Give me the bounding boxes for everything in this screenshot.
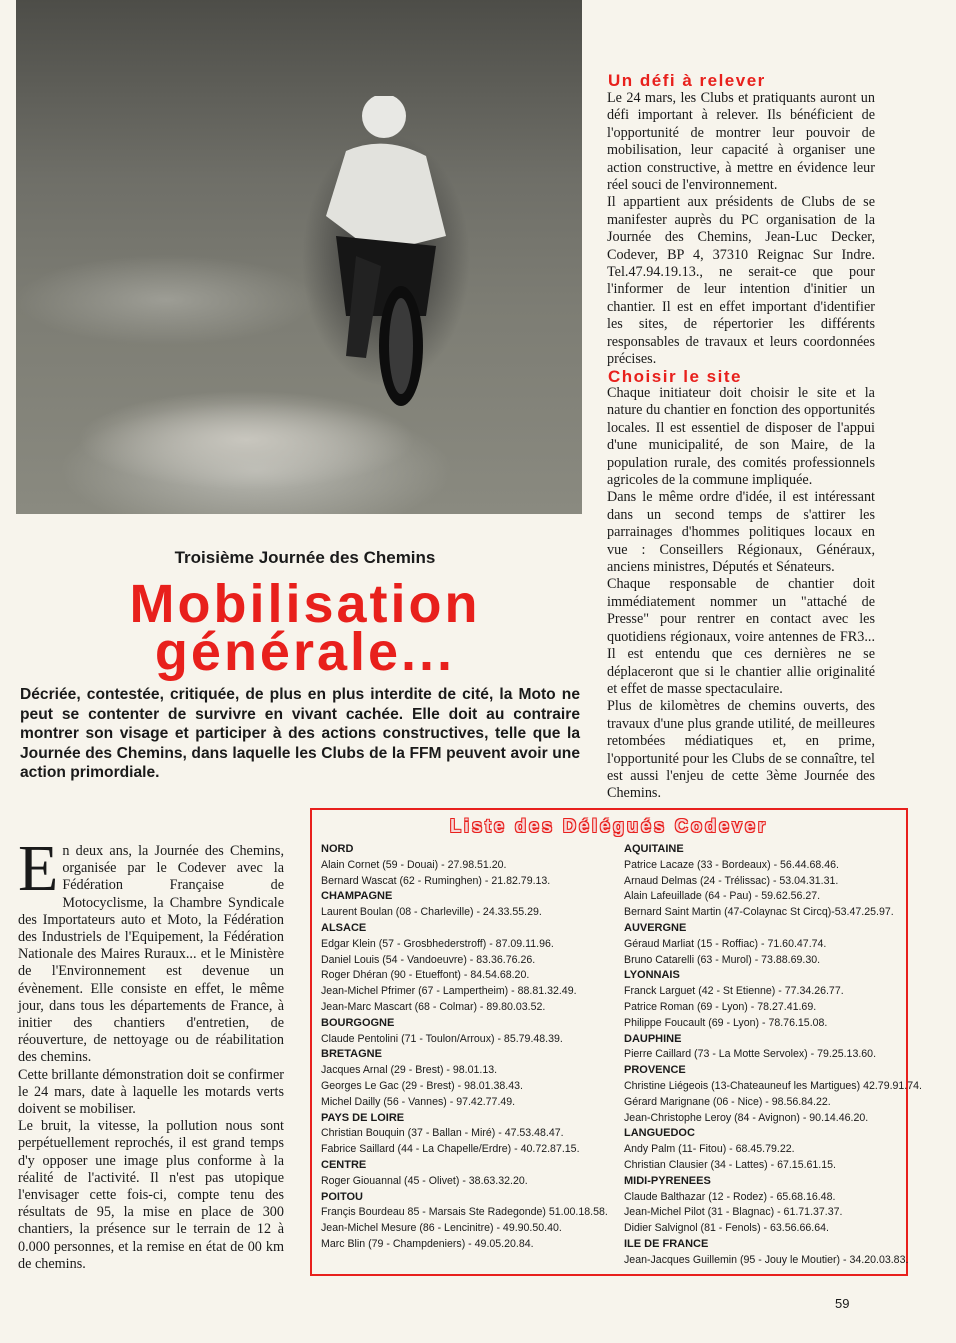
- rider-silhouette: [286, 96, 466, 426]
- delegate-entry: Marc Blin (79 - Champdeniers) - 49.05.20.84.: [321, 1237, 534, 1250]
- kicker: Troisième Journée des Chemins: [174, 548, 436, 567]
- delegate-entry: Patrice Roman (69 - Lyon) - 78.27.41.69.: [624, 1000, 817, 1013]
- region-heading: NORD: [321, 843, 354, 855]
- delegate-entry: Roger Giouannal (45 - Olivet) - 38.63.32.20.: [321, 1174, 528, 1187]
- delegate-entry: Franck Larguet (42 - St Etienne) - 77.34.26.77.: [624, 985, 844, 998]
- lead-paragraph: Décriée, contestée, critiquée, de plus en plus interdite de cité, la Moto ne peut se contenter de survivre en vivant cachée. Elle doit au contraire montrer son visage et participer à des actions constructives, telle que la Journée des Chemins, dans laquelle les Clubs de la FFM peuvent avoir une action primordiale.: [20, 686, 580, 781]
- delegate-entry: Christian Clausier (34 - Lattes) - 67.15.61.15.: [624, 1158, 836, 1171]
- paragraph: Cette brillante démonstration doit se confirmer le 24 mars, date à laquelle les motards verts doivent se mobiliser.: [18, 1066, 284, 1118]
- delegate-entry: Bernard Wascat (62 - Ruminghen) - 21.82.79.13.: [321, 874, 551, 887]
- delegate-entry: Bruno Catarelli (63 - Murol) - 73.88.69.30.: [624, 953, 821, 966]
- delegate-entry: Jean-Marc Mascart (68 - Colmar) - 89.80.03.52.: [321, 1000, 546, 1013]
- delegate-entry: Jean-Jacques Guillemin (95 - Jouy le Moutier) - 34.20.03.83.: [624, 1253, 909, 1266]
- delegate-entry: Patrice Lacaze (33 - Bordeaux) - 56.44.68.46.: [624, 858, 839, 871]
- headline-line-1: Mobilisation: [129, 574, 481, 634]
- paragraph: Plus de kilomètres de chemins ouverts, des travaux d'une plus grande utilité, de meilleures retombées médiatiques et, en prime, l'opportunité pour les Clubs de se connaître, tel est aussi l'enjeu de cette 3ème Journée des Chemins.: [607, 698, 875, 802]
- delegate-entry: Edgar Klein (57 - Grosbhederstroff) - 87.09.11.96.: [321, 937, 554, 950]
- delegate-entry: Alain Lafeuillade (64 - Pau) - 59.62.56.27.: [624, 890, 821, 903]
- delegates-box: [310, 808, 922, 1276]
- delegate-entry: Christine Liégeois (13-Chateauneuf les Martigues) 42.79.91.74.: [624, 1079, 922, 1092]
- page-number: 59: [835, 1296, 850, 1311]
- region-heading: CHAMPAGNE: [321, 890, 393, 903]
- region-heading: ALSACE: [321, 921, 367, 934]
- delegate-entry: Christian Bouquin (37 - Ballan - Miré) - 47.53.48.47.: [321, 1127, 564, 1140]
- delegate-entry: Philippe Foucault (69 - Lyon) - 78.76.15.08.: [624, 1016, 828, 1029]
- region-heading: AUVERGNE: [624, 921, 687, 934]
- delegate-entry: Gérard Marignane (06 - Nice) - 98.56.84.22.: [624, 1095, 831, 1108]
- section-site-body: [607, 385, 875, 803]
- region-heading: MIDI-PYRENEES: [624, 1174, 711, 1187]
- section-defi-body: [607, 90, 875, 369]
- delegate-entry: Alain Cornet (59 - Douai) - 27.98.51.20.: [321, 858, 507, 871]
- drop-cap: E: [18, 832, 59, 905]
- delegate-entry: Jean-Michel Pilot (31 - Blagnac) - 61.71.37.37.: [624, 1206, 843, 1219]
- region-heading: POITOU: [321, 1190, 363, 1203]
- delegate-entry: Pierre Caillard (73 - La Motte Servolex) - 79.25.13.60.: [624, 1048, 877, 1061]
- delegate-entry: Jean-Christophe Leroy (84 - Avignon) - 90.14.46.20.: [624, 1111, 869, 1124]
- delegate-entry: Géraud Marliat (15 - Roffiac) - 71.60.47.74.: [624, 937, 827, 950]
- region-heading: BRETAGNE: [321, 1048, 382, 1061]
- delegate-entry: Jean-Michel Pfrimer (67 - Lampertheim) - 88.81.32.49.: [321, 985, 577, 998]
- section-title-site: Choisir le site: [608, 367, 742, 386]
- region-heading: AQUITAINE: [624, 843, 684, 855]
- paragraph: Chaque initiateur doit choisir le site et la nature du chantier en fonction des opportunités locales. Il est essentiel de disposer de l'appui d'une municipalité, de son Maire, de la population rurale, des comités professionnels agricoles de la commune impliquée.: [607, 385, 875, 489]
- body-left-column: [18, 832, 284, 1273]
- delegate-entry: Arnaud Delmas (24 - Trélissac) - 53.04.31.31.: [624, 874, 839, 887]
- paragraph: Le bruit, la vitesse, la pollution nous sont perpétuellement reprochés, il est grand temps d'y opposer une image plus conforme à la réalité de l'activité. Il n'est pas utopique l'envisager cette fois-ci, compte tenu des résultats de 95, la mise en place de 300 chantiers, la présence sur le terrain de 12 à 0.000 personnes, et la remise en état de 00 km de chemins.: [18, 1118, 284, 1272]
- delegate-entry: Claude Balthazar (12 - Rodez) - 65.68.16.48.: [624, 1190, 836, 1203]
- motocross-photo: [16, 0, 582, 514]
- delegate-entry: Andy Palm (11- Fitou) - 68.45.79.22.: [624, 1143, 795, 1156]
- region-heading: CENTRE: [321, 1158, 367, 1171]
- paragraph: Il appartient aux présidents de Clubs de se manifester auprès du PC organisation de la Journée des Chemins, Jean-Luc Decker, Codever, BP 4, 37310 Reignac Sur Indre. Tel.47.94.19.13., ne serait-ce que pour l'informer de leur intention d'initier un chantier. Il est en effet important d'identifier les sites, de répertorier les différents responsables de travaux et leurs coordonnées précises.: [607, 194, 875, 368]
- delegate-entry: Daniel Louis (54 - Vandoeuvre) - 83.36.76.26.: [321, 953, 536, 966]
- delegates-left-column: [321, 842, 608, 1253]
- region-heading: LANGUEDOC: [624, 1127, 695, 1140]
- delegate-entry: Bernard Saint Martin (47-Colaynac St Circq)-53.47.25.97.: [624, 906, 894, 919]
- paragraph: Dans le même ordre d'idée, il est intéressant dans un second temps de s'attirer les parrainages d'hommes politiques locaux en vue : Conseillers Régionaux, Généraux, anciens ministres, Députés et Sénateurs.: [607, 489, 875, 576]
- region-heading: ILE DE FRANCE: [624, 1237, 709, 1250]
- delegates-right-column: [624, 842, 922, 1269]
- delegate-entry: Jacques Arnal (29 - Brest) - 98.01.13.: [321, 1064, 498, 1077]
- region-heading: PAYS DE LOIRE: [321, 1111, 405, 1124]
- paragraph: Le 24 mars, les Clubs et pratiquants auront un défi important à relever. Ils bénéficient de l'opportunité de montrer leur pouvoir de mobilisation, leur capacité à organiser une action constructive, à mettre en évidence leur réel souci de l'environnement.: [607, 90, 875, 194]
- paragraph: Chaque responsable de chantier doit immédiatement nommer un "attaché de Presse" pour rentrer en contact avec les quotidiens régionaux, voire antennes de FR3... Il est entendu que ces dernières ne se déplaceront que si le chantier allie originalité et effet de masse spectaculaire.: [607, 576, 875, 697]
- delegate-entry: Didier Salvignol (81 - Fenols) - 63.56.66.64.: [624, 1222, 829, 1235]
- headline-line-2: générale...: [154, 622, 456, 682]
- region-heading: PROVENCE: [624, 1064, 686, 1077]
- delegate-entry: Michel Dailly (56 - Vannes) - 97.42.77.49.: [321, 1095, 516, 1108]
- delegate-entry: Jean-Michel Mesure (86 - Lencinitre) - 49.90.50.40.: [321, 1222, 562, 1235]
- delegate-entry: Roger Dhéran (90 - Etueffont) - 84.54.68.20.: [321, 969, 530, 982]
- delegate-entry: Fabrice Saillard (44 - La Chapelle/Erdre) - 40.72.87.15.: [321, 1143, 580, 1156]
- paragraph: n deux ans, la Journée des Chemins, organisée par le Codever avec la Fédération Française de Motocyclisme, la Chambre Syndicale des Importateurs auto et Moto, la Fédération des Industriels de l'Equipement, la Fédération Nationale des Maires Ruraux... et le Ministère de l'Environnement est devenue un évènement. Elle consiste en effet, le même jour, dans tous les départements de France, à initier des chantiers d'entretien, de réouverture, de nettoyage ou de réabilitation des chemins.: [18, 843, 284, 1066]
- delegate-entry: Françis Bourdeau 85 - Marsais Ste Radegonde) 51.00.18.58.: [321, 1206, 608, 1219]
- delegate-entry: Claude Pentolini (71 - Toulon/Arroux) - 85.79.48.39.: [321, 1032, 563, 1045]
- section-title-defi: Un défi à relever: [608, 71, 766, 90]
- region-heading: DAUPHINE: [624, 1032, 682, 1045]
- delegate-entry: Laurent Boulan (08 - Charleville) - 24.33.55.29.: [321, 906, 542, 919]
- delegate-entry: Georges Le Gac (29 - Brest) - 98.01.38.43.: [321, 1079, 523, 1092]
- region-heading: LYONNAIS: [624, 969, 680, 982]
- headline: [20, 574, 590, 682]
- delegates-title: Liste des Délégués Codever: [449, 816, 769, 836]
- region-heading: BOURGOGNE: [321, 1016, 395, 1029]
